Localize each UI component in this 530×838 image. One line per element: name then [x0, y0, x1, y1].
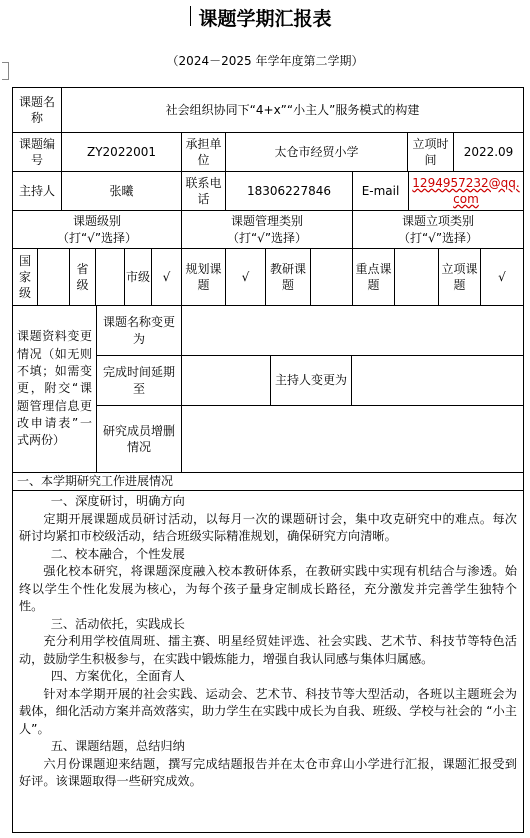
phone-value[interactable]: 18306227846 [225, 171, 353, 211]
member-change-label: 研究成员增删情况 [96, 405, 182, 473]
plan-project-label: 规划课题 [181, 248, 226, 306]
host-label: 主持人 [12, 171, 62, 211]
project-code-label: 课题编号 [12, 132, 62, 172]
host-value[interactable]: 张曦 [61, 171, 182, 211]
paragraph-3: 充分利用学校值周班、擂主赛、明星经贸娃评选、社会实践、艺术节、科技节等特色活动，鼓励学生积极参与，在实践中锻炼能力，增强自我认同感与集体归属感。 [19, 634, 517, 666]
established-project-label: 立项课题 [438, 248, 481, 306]
host-change-label: 主持人变更为 [270, 355, 352, 406]
provincial-level-label: 省级 [69, 248, 96, 306]
heading-1: 一、深度研讨，明确方向 [50, 494, 185, 508]
email-value[interactable] [408, 171, 524, 211]
established-project-check[interactable]: √ [480, 248, 524, 306]
provincial-level-check[interactable] [95, 248, 125, 306]
key-project-label: 重点课题 [352, 248, 395, 306]
project-name-value[interactable]: 社会组织协同下“4+x”“小主人”服务模式的构建 [61, 87, 524, 133]
plan-project-check[interactable]: √ [225, 248, 266, 306]
project-type-header: 课题立项类别 （打“√”选择） [352, 210, 524, 249]
research-project-label: 教研课题 [265, 248, 311, 306]
unit-value[interactable]: 太仓市经贸小学 [225, 132, 408, 172]
approval-date-label: 立项时间 [407, 132, 454, 172]
management-header: 课题管理类别 （打“√”选择） [181, 210, 353, 249]
text-cursor [190, 6, 191, 26]
project-name-label: 课题名称 [12, 87, 62, 133]
national-level-check[interactable] [37, 248, 70, 306]
email-text: 1294957232@qq.com [412, 175, 520, 206]
national-level-label: 国家级 [12, 248, 38, 306]
heading-5: 五、课题结题，总结归纳 [50, 739, 185, 753]
name-change-label: 课题名称变更为 [96, 305, 182, 356]
paragraph-5: 六月份课题迎来结题，撰写完成结题报告并在太仓市弇山小学进行汇报，课题汇报受到好评。该课题取得一些研究成效。 [19, 756, 517, 788]
email-label: E-mail [352, 171, 409, 211]
phone-label: 联系电话 [181, 171, 226, 211]
deadline-change-value[interactable] [181, 355, 271, 406]
research-project-check[interactable] [310, 248, 353, 306]
host-change-value[interactable] [351, 355, 524, 406]
key-project-check[interactable] [394, 248, 439, 306]
heading-3: 三、活动依托，实践成长 [50, 616, 185, 631]
approval-date-value[interactable]: 2022.09 [453, 132, 524, 172]
name-change-value[interactable] [181, 305, 524, 356]
form-title: 课题学期汇报表 [198, 8, 332, 30]
paragraph-4: 针对本学期开展的社会实践、运动会、艺术节、科技节等大型活动，各班以主题班会为载体，细化活动方案并高效落实，助力学生在实践中成长为自我、班级、学校与社会的 “小主人”。 [19, 686, 517, 736]
progress-report-body[interactable] [12, 490, 524, 833]
city-level-check[interactable]: √ [151, 248, 182, 306]
city-level-label: 市级 [124, 248, 152, 306]
form-subtitle: （2024－2025 年学年度第二学期） [166, 54, 364, 68]
change-info-label: 课题资料变更情况（如无则不填；如需变更，附交“课题管理信息更改申请表”一式两份） [12, 305, 97, 473]
heading-4: 四、方案优化，全面育人 [50, 669, 185, 683]
paragraph-1: 定期开展课题成员研讨活动，以每月一次的课题研讨会，集中攻克研究中的难点。每次研讨均紧扣市校级活动，结合班级实际精准规划，确保研究方向清晰。 [19, 511, 517, 543]
heading-2: 二、校本融合，个性发展 [50, 546, 185, 561]
section-title: 一、本学期研究工作进展情况 [12, 472, 524, 491]
member-change-value[interactable] [181, 405, 524, 473]
project-code-value[interactable]: ZY2022001 [61, 132, 182, 172]
level-header: 课题级别 （打“√”选择） [12, 210, 182, 249]
paragraph-2: 强化校本研究，将课题深度融入校本教研体系，在教研实践中实现有机结合与渗透。始终以学生个性化发展为核心，为每个孩子量身定制成长路径，充分激发并完善学生独特个性。 [19, 564, 517, 613]
deadline-change-label: 完成时间延期至 [96, 355, 182, 406]
unit-label: 承担单位 [181, 132, 226, 172]
